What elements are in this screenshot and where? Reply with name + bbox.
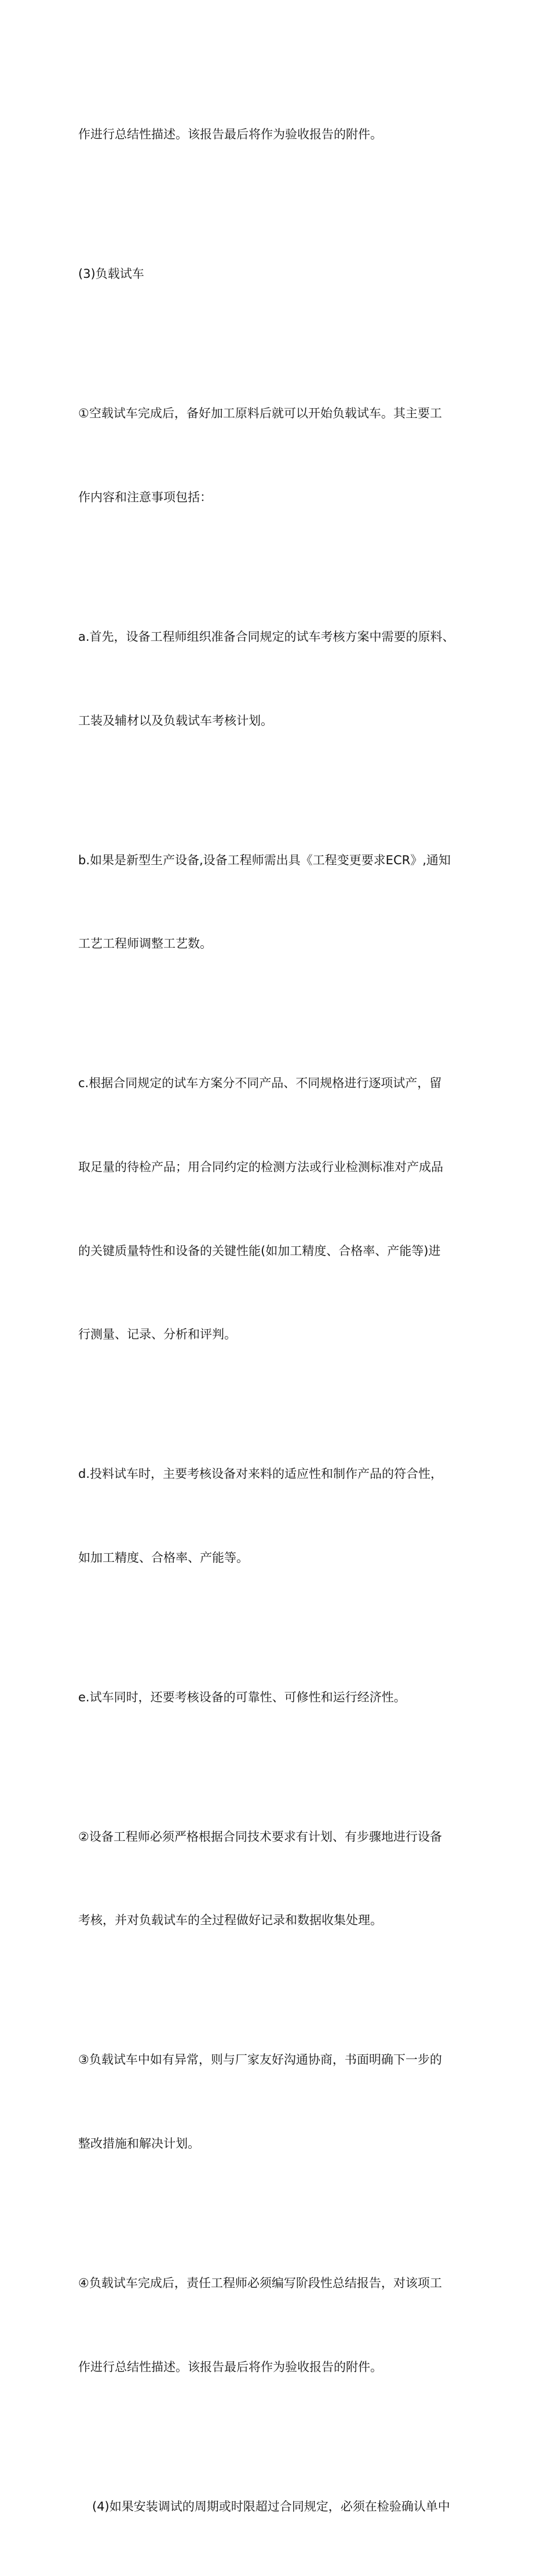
paragraph-item-2 <box>78 1767 463 1990</box>
text-line: (3)负载试车 <box>78 267 144 281</box>
paragraph-item-b <box>78 790 463 1014</box>
text-line: d.投料试车时，主要考核设备对来料的适应性和制作产品的符合性， <box>78 1467 443 1481</box>
text-line: ③负载试车中如有异常，则与厂家友好沟通协商，书面明确下一步的 <box>78 2053 442 2067</box>
text-line: (4)如果安装调试的周期或时限超过合同规定，必须在检验确认单中 <box>92 2499 450 2513</box>
text-line: 作内容和注意事项包括： <box>78 490 212 505</box>
text-line: 取足量的待检产品；用合同约定的检测方法或行业检测标准对产成品 <box>78 1159 443 1174</box>
paragraph-item-1 <box>78 344 463 567</box>
text-line: ①空载试车完成后，备好加工原料后就可以开始负载试车。其主要工 <box>78 406 442 421</box>
text-line: 考核，并对负载试车的全过程做好记录和数据收集处理。 <box>78 1913 382 1928</box>
text-line: 整改措施和解决计划。 <box>78 2137 200 2151</box>
paragraph-item-c <box>78 1014 463 1404</box>
paragraph-item-3 <box>78 1990 463 2214</box>
text-line: ④负载试车完成后，责任工程师必须编写阶段性总结报告，对该项工 <box>78 2276 442 2291</box>
document-body <box>78 65 463 2576</box>
text-line: e.试车同时，还要考核设备的可靠性、可修性和运行经济性。 <box>78 1690 406 1704</box>
paragraph-item-4 <box>78 2214 463 2437</box>
text-line: 作进行总结性描述。该报告最后将作为验收报告的附件。 <box>78 127 382 142</box>
paragraph-item-a <box>78 567 463 791</box>
section-heading-4 <box>78 2436 463 2576</box>
text-line: 工艺工程师调整工艺数。 <box>78 937 212 951</box>
text-line: c.根据合同规定的试车方案分不同产品、不同规格进行逐项试产，留 <box>78 1076 442 1091</box>
paragraph-item-d <box>78 1404 463 1628</box>
text-line: a.首先，设备工程师组织准备合同规定的试车考核方案中需要的原料、 <box>78 630 455 644</box>
text-line: b.如果是新型生产设备,设备工程师需出具《工程变更要求ECR》,通知 <box>78 853 451 867</box>
text-line: 作进行总结性描述。该报告最后将作为验收报告的附件。 <box>78 2360 382 2374</box>
paragraph-summary-tail <box>78 65 463 204</box>
text-line: 工装及辅材以及负载试车考核计划。 <box>78 713 273 728</box>
text-line: ②设备工程师必须严格根据合同技术要求有计划、有步骤地进行设备 <box>78 1829 442 1844</box>
paragraph-item-e <box>78 1627 463 1767</box>
text-line: 行测量、记录、分析和评判。 <box>78 1327 236 1342</box>
text-line: 的关键质量特性和设备的关键性能(如加工精度、合格率、产能等)进 <box>78 1243 441 1258</box>
text-line: 如加工精度、合格率、产能等。 <box>78 1550 249 1565</box>
section-heading-load-test <box>78 204 463 344</box>
